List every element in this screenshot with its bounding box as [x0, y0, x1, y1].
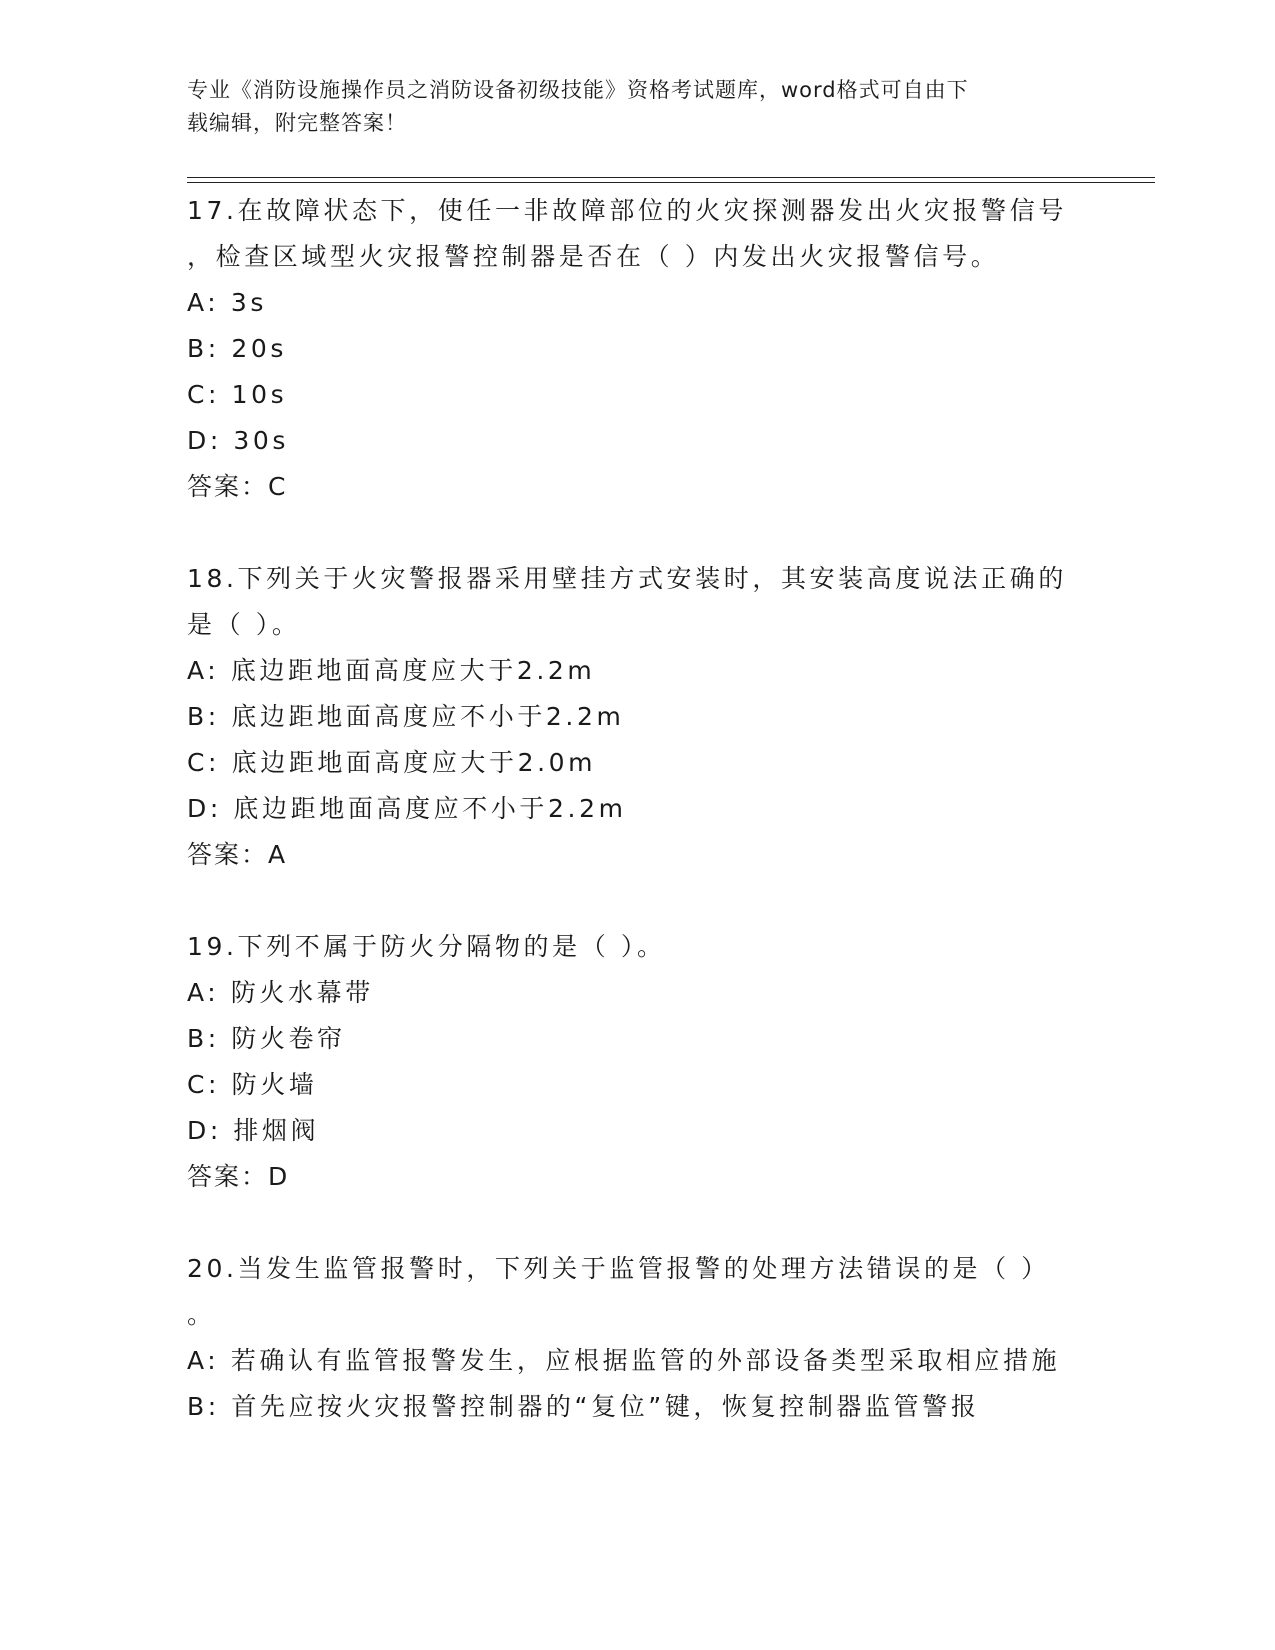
- header-line-1: 专业《消防设施操作员之消防设备初级技能》资格考试题库，word格式可自由下: [187, 78, 969, 102]
- answer: 答案：D: [187, 1162, 290, 1191]
- question-stem: 18.下列关于火灾警报器采用壁挂方式安装时，其安装高度说法正确的: [187, 564, 1067, 593]
- option-a: A: 防火水幕带: [187, 978, 374, 1007]
- option-b: B: 首先应按火灾报警控制器的“复位”键，恢复控制器监管警报: [187, 1392, 980, 1421]
- header-divider-bottom: [187, 182, 1155, 183]
- option-d: D: 30s: [187, 426, 290, 455]
- question-stem: ，检查区域型火灾报警控制器是否在（ ）内发出火灾报警信号。: [187, 242, 1000, 271]
- option-d: D: 底边距地面高度应不小于2.2m: [187, 794, 627, 823]
- option-b: B: 20s: [187, 334, 287, 363]
- question-stem: 20.当发生监管报警时，下列关于监管报警的处理方法错误的是（ ）: [187, 1254, 1050, 1283]
- question-stem: 19.下列不属于防火分隔物的是（ ）。: [187, 932, 666, 961]
- question-stem: 17.在故障状态下，使任一非故障部位的火灾探测器发出火灾报警信号: [187, 196, 1067, 225]
- question-stem: 。: [187, 1300, 216, 1329]
- option-b: B: 底边距地面高度应不小于2.2m: [187, 702, 625, 731]
- question-17: [187, 188, 1087, 510]
- header-line-2: 载编辑，附完整答案！: [187, 111, 407, 135]
- question-20: [187, 1246, 1087, 1430]
- option-c: C: 防火墙: [187, 1070, 318, 1099]
- question-list: [187, 188, 1087, 1476]
- answer: 答案：A: [187, 840, 288, 869]
- question-19: [187, 924, 1087, 1200]
- header-divider-top: [187, 177, 1155, 178]
- option-a: A: 若确认有监管报警发生，应根据监管的外部设备类型采取相应措施: [187, 1346, 1061, 1375]
- answer: 答案：C: [187, 472, 288, 501]
- option-a: A: 底边距地面高度应大于2.2m: [187, 656, 596, 685]
- option-b: B: 防火卷帘: [187, 1024, 346, 1053]
- option-c: C: 10s: [187, 380, 288, 409]
- option-c: C: 底边距地面高度应大于2.0m: [187, 748, 597, 777]
- question-stem: 是（ ）。: [187, 610, 301, 639]
- document-header: [187, 74, 1067, 140]
- option-d: D: 排烟阀: [187, 1116, 320, 1145]
- option-a: A: 3s: [187, 288, 267, 317]
- question-18: [187, 556, 1087, 878]
